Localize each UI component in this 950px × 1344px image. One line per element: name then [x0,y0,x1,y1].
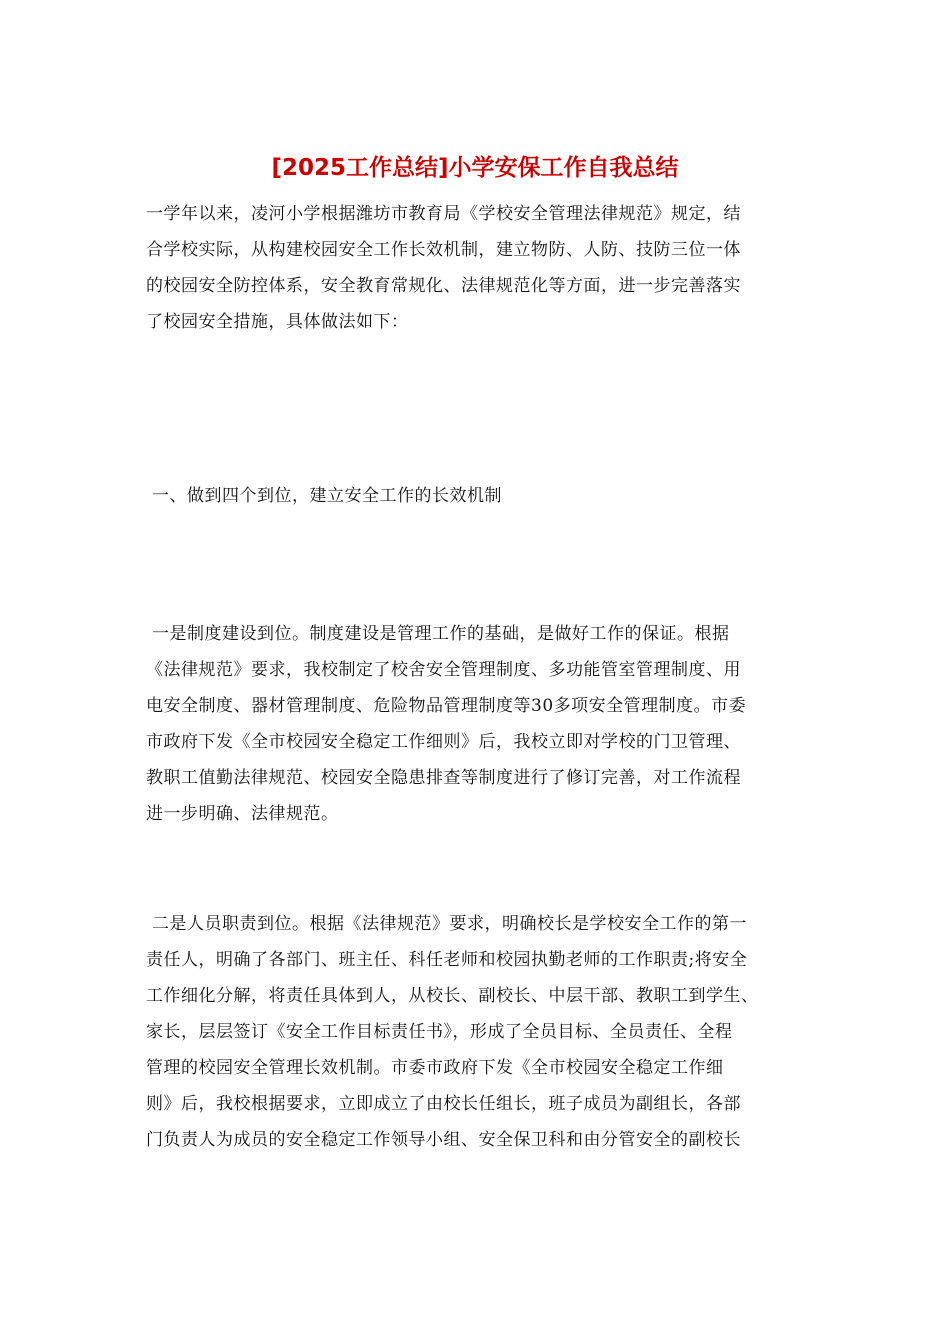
system-paragraph [146,616,808,832]
section-heading: 一、做到四个到位，建立安全工作的长效机制 [152,486,502,506]
document-title: [2025工作总结]小学安保工作自我总结 [271,155,679,181]
paragraph-line: 电安全制度、器材管理制度、危险物品管理制度等30多项安全管理制度。市委 [146,696,747,716]
paragraph-line: 管理的校园安全管理长效机制。市委市政府下发《全市校园安全稳定工作细 [146,1058,724,1078]
paragraph-line: 进一步明确、法律规范。 [146,804,339,824]
paragraph-line: 二是人员职责到位。根据《法律规范》要求，明确校长是学校安全工作的第一 [152,914,747,934]
paragraph-line: 一学年以来，凌河小学根据潍坊市教育局《学校安全管理法律规范》规定，结 [146,204,741,224]
paragraph-line: 《法律规范》要求，我校制定了校舍安全管理制度、多功能管室管理制度、用 [146,660,741,680]
intro-paragraph [146,196,808,340]
personnel-paragraph [146,906,808,1158]
paragraph-line: 了校园安全措施，具体做法如下： [146,312,409,332]
paragraph-line: 则》后，我校根据要求，立即成立了由校长任组长，班子成员为副组长，各部 [146,1094,741,1114]
paragraph-line: 工作细化分解，将责任具体到人，从校长、副校长、中层干部、教职工到学生、 [146,986,759,1006]
paragraph-line: 合学校实际，从构建校园安全工作长效机制，建立物防、人防、技防三位一体 [146,240,741,260]
paragraph-line: 门负责人为成员的安全稳定工作领导小组、安全保卫科和由分管安全的副校长 [146,1130,741,1150]
paragraph-line: 一是制度建设到位。制度建设是管理工作的基础，是做好工作的保证。根据 [152,624,730,644]
paragraph-line: 家长，层层签订《安全工作目标责任书》，形成了全员目标、全员责任、全程 [146,1022,733,1042]
paragraph-line: 教职工值勤法律规范、校园安全隐患排查等制度进行了修订完善，对工作流程 [146,768,741,788]
paragraph-line: 市政府下发《全市校园安全稳定工作细则》后，我校立即对学校的门卫管理、 [146,732,741,752]
paragraph-line: 的校园安全防控体系，安全教育常规化、法律规范化等方面，进一步完善落实 [146,276,741,296]
paragraph-line: 责任人，明确了各部门、班主任、科任老师和校园执勤老师的工作职责;将安全 [146,950,748,970]
